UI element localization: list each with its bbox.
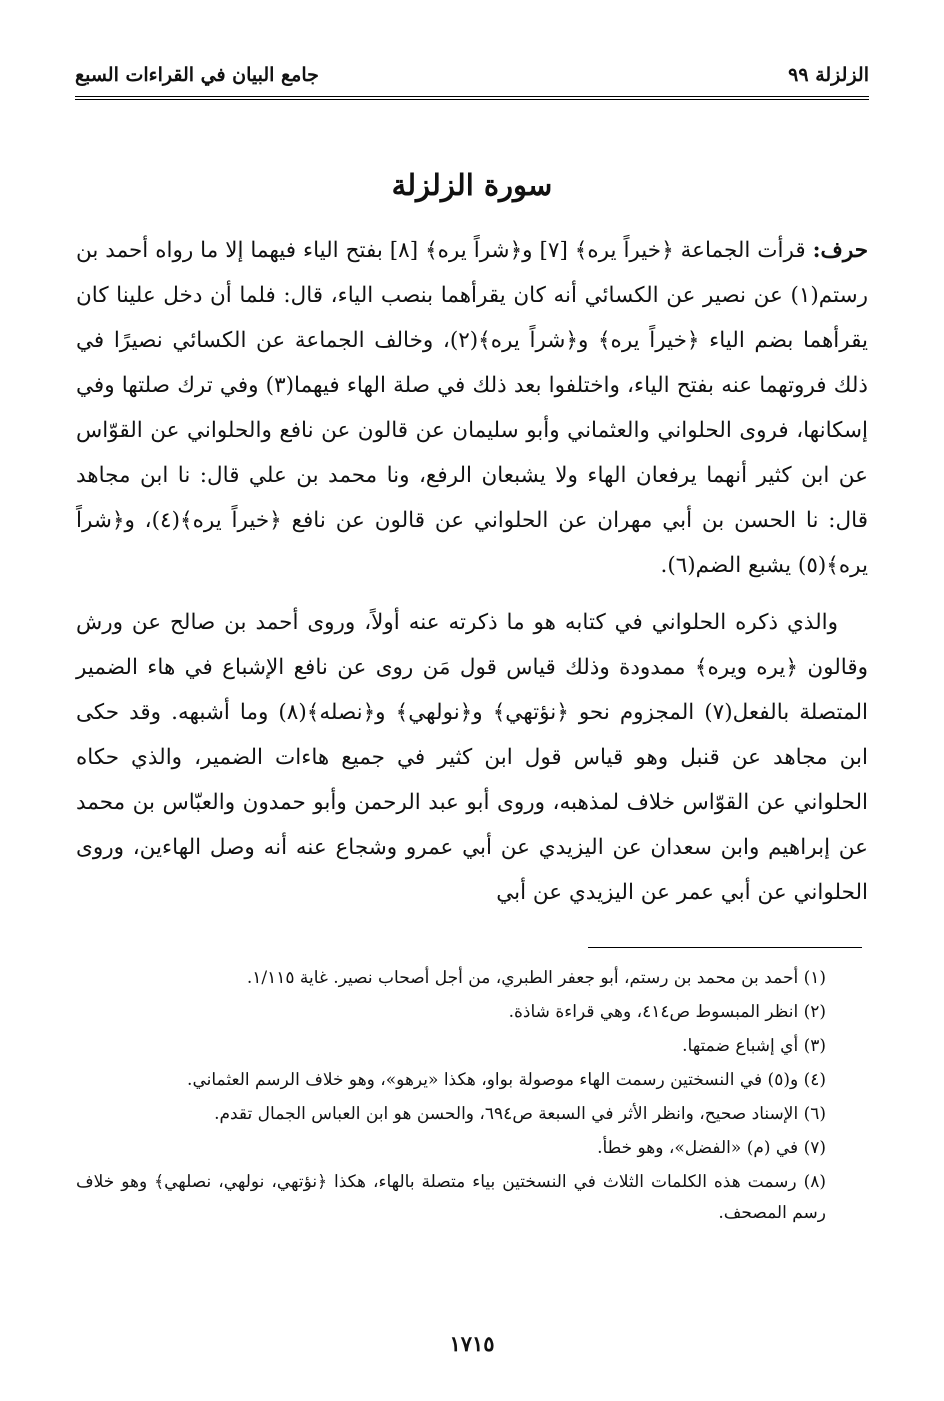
footnote-2: (٢) انظر المبسوط ص٤١٤، وهي قراءة شاذة. [508,1002,826,1022]
paragraph-text: والذي ذكره الحلواني في كتابه هو ما ذكرته عنه أولاً، وروى أحمد بن صالح عن ورش وقالون ﴿يره ويره﴾ ممدودة وذلك قياس قول مَن روى عن نافع الإشباع في هاء الضمير المتصلة بالفعل(٧) المجزوم نحو ﴿نؤتهي﴾ و﴿نولهي﴾ و﴿نصله﴾(٨) وما أشبهه. وقد حكى ابن مجاهد عن قنبل وهو قياس قول ابن كثير في جميع هاءات الضمير، والذي حكاه الحلواني عن القوّاس خلاف لمذهبه، وروى أبو عبد الرحمن وأبو حمدون والعبّاس بن محمد عن إبراهيم وابن سعدان عن اليزيدي عن أبي عمرو وشجاع عنه أنه وصل الهاءين، وروى الحلواني عن أبي عمر عن اليزيدي عن أبي [76,610,868,905]
header-rule [75,96,869,100]
page-number: ١٧١٥ [449,1331,495,1356]
footnotes [76,963,826,1232]
footnote-6: (٦) الإسناد صحيح، وانظر الأثر في السبعة ص٦٩٤، والحسن هو ابن العباس الجمال تقدم. [214,1104,826,1124]
paragraph-text: قرأت الجماعة ﴿خيراً يره﴾ [٧] و﴿شراً يره﴾ [٨] بفتح الياء فيهما إلا ما رواه أحمد بن رستم(١) عن نصير عن الكسائي أنه كان يقرأهما بنصب الياء، قال: فلما أن دخل علينا كان يقرأهما بضم الياء ﴿خيراً يره﴾ و﴿شراً يره﴾(٢)، وخالف الجماعة عن الكسائي نصيرًا في ذلك فروتهما عنه بفتح الياء، واختلفوا بعد ذلك في صلة الهاء فيهما(٣) وفي ترك صلتها وفي إسكانها، فروى الحلواني والعثماني وأبو سليمان عن قالون عن نافع والحلواني عن القوّاس عن ابن كثير أنهما يرفعان الهاء ولا يشبعان الرفع، ونا محمد بن علي قال: نا ابن مجاهد قال: نا الحسن بن أبي مهران عن الحلواني عن قالون عن نافع ﴿خيراً يره﴾(٤)، و﴿شراً يره﴾(٥) يشبع الضم(٦). [76,238,868,578]
footnote-4-5: (٤) و(٥) في النسختين رسمت الهاء موصولة بواو، هكذا «يرهو»، وهو خلاف الرسم العثماني. [187,1070,826,1090]
footnote-7: (٧) في (م) «الفضل»، وهو خطأ. [597,1138,826,1158]
paragraph [76,228,868,588]
surah-title: سورة الزلزلة [391,168,553,202]
footnote-3: (٣) أي إشباع ضمتها. [682,1036,826,1056]
footnote-8: (٨) رسمت هذه الكلمات الثلاث في النسختين بياء متصلة بالهاء، هكذا ﴿نؤتهي، نولهي، نصلهي﴾ وهو خلاف رسم المصحف. [76,1172,826,1223]
main-text [76,228,868,915]
book-title: جامع البيان في القراءات السبع [75,64,319,86]
footnote-separator [588,947,862,948]
footnote-1: (١) أحمد بن محمد بن رستم، أبو جعفر الطبري، من أجل أصحاب نصير. غاية ١/١١٥. [246,968,826,988]
section-label: الزلزلة ٩٩ [788,64,869,86]
paragraph-lead: حرف: [812,238,868,263]
running-header [75,58,869,92]
paragraph [76,600,868,915]
